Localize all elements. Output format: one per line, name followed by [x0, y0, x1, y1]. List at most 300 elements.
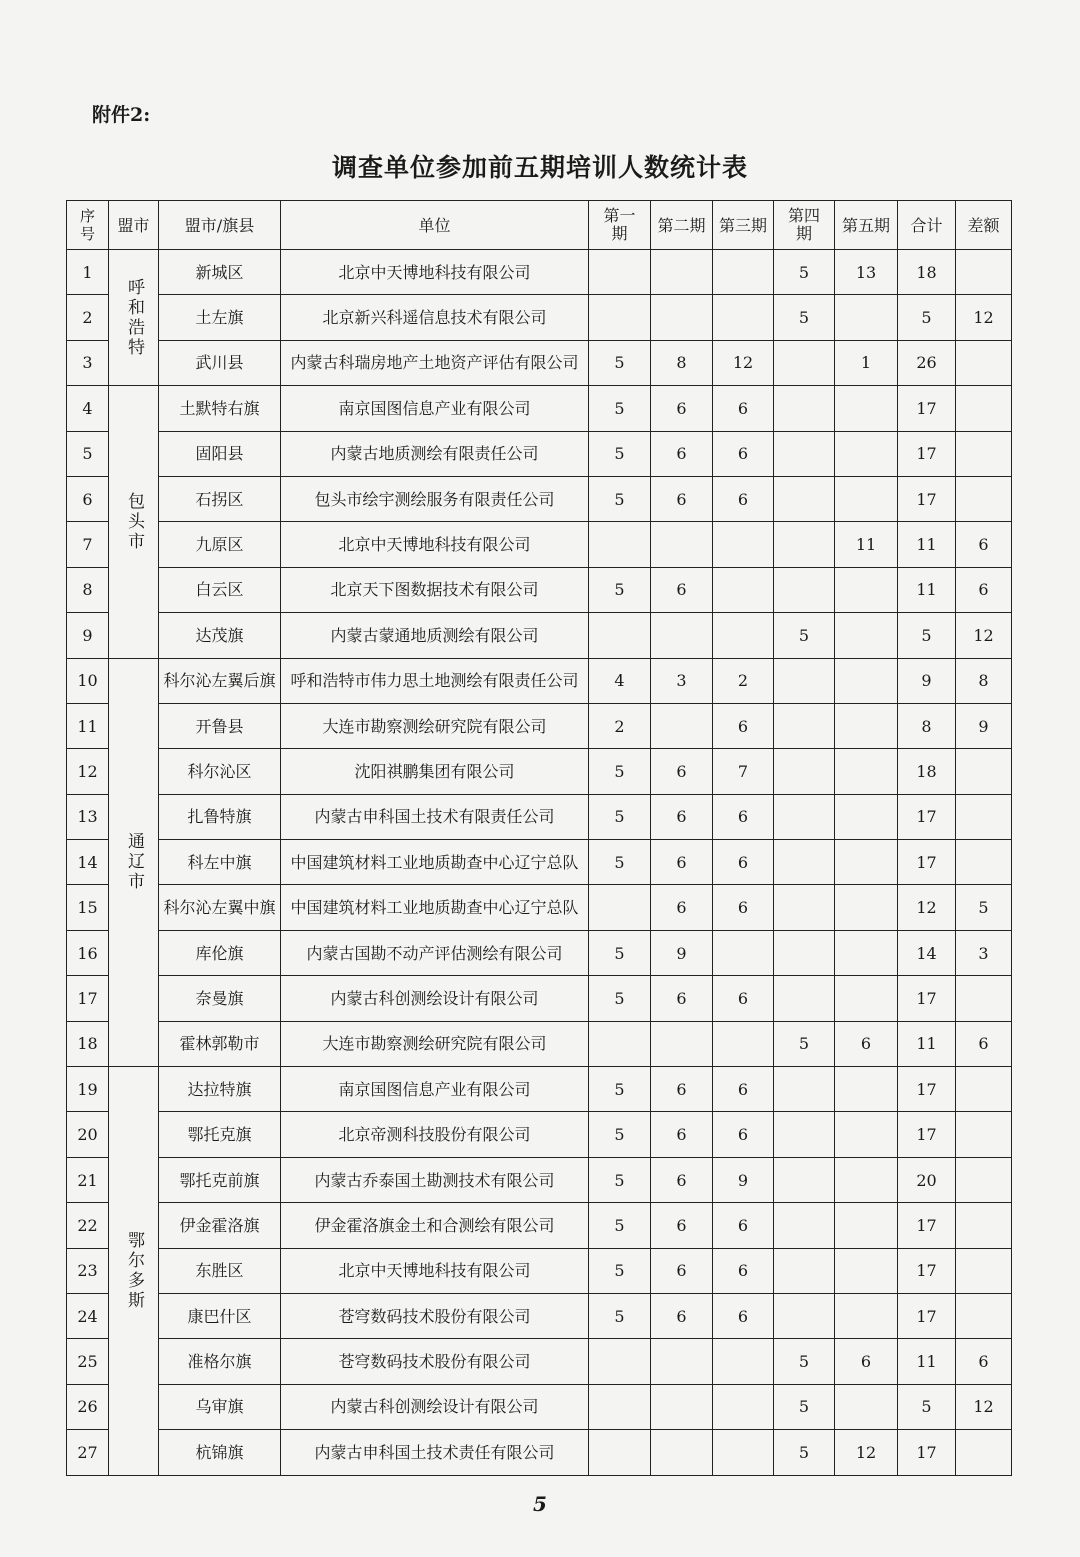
cell-county: 科尔沁左翼中旗 — [159, 885, 281, 930]
cell-gap — [956, 386, 1012, 431]
cell-period-1 — [589, 1384, 651, 1429]
cell-period-5 — [835, 885, 898, 930]
cell-total: 12 — [898, 885, 956, 930]
cell-period-4 — [774, 340, 835, 385]
cell-county: 达茂旗 — [159, 613, 281, 658]
cell-gap — [956, 250, 1012, 295]
cell-seq: 9 — [67, 613, 109, 658]
cell-period-4 — [774, 703, 835, 748]
cell-period-4 — [774, 1112, 835, 1157]
cell-period-3 — [713, 613, 774, 658]
cell-period-3: 6 — [713, 476, 774, 521]
cell-period-1: 5 — [589, 431, 651, 476]
table-row — [67, 1157, 1012, 1202]
cell-period-3 — [713, 522, 774, 567]
cell-gap — [956, 840, 1012, 885]
cell-unit: 内蒙古地质测绘有限责任公司 — [281, 431, 589, 476]
cell-total: 17 — [898, 840, 956, 885]
cell-period-4 — [774, 476, 835, 521]
cell-period-4 — [774, 386, 835, 431]
cell-county: 科尔沁区 — [159, 749, 281, 794]
table-row — [67, 1067, 1012, 1112]
table-row — [67, 1112, 1012, 1157]
table-row — [67, 885, 1012, 930]
table-row — [67, 522, 1012, 567]
header-period-5: 第五期 — [835, 201, 898, 250]
cell-total: 26 — [898, 340, 956, 385]
cell-period-4: 5 — [774, 295, 835, 340]
cell-gap: 12 — [956, 295, 1012, 340]
cell-gap: 9 — [956, 703, 1012, 748]
cell-unit: 内蒙古科创测绘设计有限公司 — [281, 976, 589, 1021]
table-row — [67, 794, 1012, 839]
cell-period-1: 5 — [589, 386, 651, 431]
header-gap: 差额 — [956, 201, 1012, 250]
cell-unit: 北京中天博地科技有限公司 — [281, 522, 589, 567]
league-name: 呼和浩特 — [124, 277, 144, 358]
cell-period-1 — [589, 295, 651, 340]
cell-period-2: 6 — [651, 1112, 713, 1157]
league-cell — [109, 658, 159, 1067]
cell-period-1: 5 — [589, 1248, 651, 1293]
cell-seq: 17 — [67, 976, 109, 1021]
cell-unit: 北京中天博地科技有限公司 — [281, 250, 589, 295]
cell-unit: 内蒙古科创测绘设计有限公司 — [281, 1384, 589, 1429]
cell-period-4 — [774, 567, 835, 612]
cell-period-1: 5 — [589, 1112, 651, 1157]
cell-total: 9 — [898, 658, 956, 703]
cell-period-2: 6 — [651, 885, 713, 930]
table-row — [67, 749, 1012, 794]
cell-county: 达拉特旗 — [159, 1067, 281, 1112]
cell-county: 东胜区 — [159, 1248, 281, 1293]
cell-period-2 — [651, 250, 713, 295]
statistics-table — [66, 200, 1012, 1476]
cell-gap — [956, 1248, 1012, 1293]
cell-seq: 4 — [67, 386, 109, 431]
cell-total: 5 — [898, 295, 956, 340]
cell-total: 5 — [898, 1384, 956, 1429]
cell-seq: 8 — [67, 567, 109, 612]
table-row — [67, 703, 1012, 748]
cell-gap: 8 — [956, 658, 1012, 703]
cell-period-3 — [713, 1021, 774, 1066]
cell-total: 17 — [898, 386, 956, 431]
cell-seq: 12 — [67, 749, 109, 794]
cell-period-4 — [774, 930, 835, 975]
cell-period-1: 5 — [589, 976, 651, 1021]
cell-seq: 6 — [67, 476, 109, 521]
cell-period-5 — [835, 976, 898, 1021]
cell-seq: 1 — [67, 250, 109, 295]
cell-period-3: 6 — [713, 1067, 774, 1112]
cell-gap — [956, 1430, 1012, 1475]
cell-period-1: 5 — [589, 794, 651, 839]
cell-county: 石拐区 — [159, 476, 281, 521]
cell-total: 17 — [898, 1067, 956, 1112]
cell-unit: 伊金霍洛旗金土和合测绘有限公司 — [281, 1203, 589, 1248]
cell-period-1: 5 — [589, 340, 651, 385]
cell-period-5 — [835, 613, 898, 658]
cell-period-3: 6 — [713, 703, 774, 748]
cell-seq: 26 — [67, 1384, 109, 1429]
cell-total: 17 — [898, 431, 956, 476]
cell-period-2: 6 — [651, 1293, 713, 1338]
cell-county: 开鲁县 — [159, 703, 281, 748]
cell-period-2 — [651, 613, 713, 658]
cell-seq: 19 — [67, 1067, 109, 1112]
cell-seq: 24 — [67, 1293, 109, 1338]
cell-period-2 — [651, 1339, 713, 1384]
cell-period-4 — [774, 885, 835, 930]
cell-period-2: 6 — [651, 431, 713, 476]
cell-gap: 6 — [956, 1339, 1012, 1384]
cell-gap — [956, 340, 1012, 385]
cell-period-4 — [774, 794, 835, 839]
cell-period-1: 5 — [589, 1203, 651, 1248]
cell-period-5 — [835, 386, 898, 431]
cell-seq: 21 — [67, 1157, 109, 1202]
cell-period-3: 2 — [713, 658, 774, 703]
cell-county: 伊金霍洛旗 — [159, 1203, 281, 1248]
cell-period-3 — [713, 1430, 774, 1475]
cell-unit: 内蒙古科瑞房地产土地资产评估有限公司 — [281, 340, 589, 385]
cell-county: 白云区 — [159, 567, 281, 612]
header-league: 盟市 — [109, 201, 159, 250]
cell-seq: 7 — [67, 522, 109, 567]
cell-period-3: 6 — [713, 976, 774, 1021]
cell-gap: 6 — [956, 522, 1012, 567]
cell-period-2 — [651, 1430, 713, 1475]
cell-period-1: 4 — [589, 658, 651, 703]
cell-period-5 — [835, 840, 898, 885]
cell-period-2: 3 — [651, 658, 713, 703]
cell-unit: 内蒙古国勘不动产评估测绘有限公司 — [281, 930, 589, 975]
header-period-3: 第三期 — [713, 201, 774, 250]
cell-seq: 15 — [67, 885, 109, 930]
header-seq: 序号 — [67, 201, 109, 250]
cell-period-5 — [835, 1157, 898, 1202]
cell-period-3: 6 — [713, 431, 774, 476]
league-cell — [109, 1067, 159, 1476]
cell-gap: 6 — [956, 567, 1012, 612]
league-name: 包头市 — [124, 491, 144, 552]
cell-period-4: 5 — [774, 1339, 835, 1384]
header-total: 合计 — [898, 201, 956, 250]
cell-period-3 — [713, 250, 774, 295]
cell-seq: 3 — [67, 340, 109, 385]
cell-gap: 12 — [956, 613, 1012, 658]
cell-unit: 中国建筑材料工业地质勘查中心辽宁总队 — [281, 885, 589, 930]
cell-county: 奈曼旗 — [159, 976, 281, 1021]
league-name: 鄂尔多斯 — [124, 1230, 144, 1311]
cell-period-5: 1 — [835, 340, 898, 385]
cell-period-3: 6 — [713, 1203, 774, 1248]
cell-county: 准格尔旗 — [159, 1339, 281, 1384]
cell-period-1 — [589, 1430, 651, 1475]
cell-period-3: 7 — [713, 749, 774, 794]
cell-period-4 — [774, 840, 835, 885]
cell-unit: 北京帝测科技股份有限公司 — [281, 1112, 589, 1157]
cell-period-5 — [835, 749, 898, 794]
cell-period-5 — [835, 658, 898, 703]
league-name: 通辽市 — [124, 832, 144, 893]
cell-gap — [956, 976, 1012, 1021]
cell-period-2: 6 — [651, 840, 713, 885]
cell-seq: 16 — [67, 930, 109, 975]
cell-period-2: 6 — [651, 794, 713, 839]
cell-period-1: 5 — [589, 567, 651, 612]
cell-total: 17 — [898, 976, 956, 1021]
cell-gap — [956, 794, 1012, 839]
cell-unit: 内蒙古乔泰国土勘测技术有限公司 — [281, 1157, 589, 1202]
cell-period-1 — [589, 613, 651, 658]
cell-period-1: 5 — [589, 476, 651, 521]
cell-gap — [956, 1157, 1012, 1202]
cell-period-4: 5 — [774, 250, 835, 295]
cell-county: 乌审旗 — [159, 1384, 281, 1429]
cell-gap: 6 — [956, 1021, 1012, 1066]
cell-seq: 13 — [67, 794, 109, 839]
table-row — [67, 1430, 1012, 1475]
cell-period-2: 6 — [651, 567, 713, 612]
header-period-4: 第四期 — [774, 201, 835, 250]
cell-gap: 5 — [956, 885, 1012, 930]
cell-period-3: 6 — [713, 1112, 774, 1157]
cell-period-2: 6 — [651, 1067, 713, 1112]
cell-total: 8 — [898, 703, 956, 748]
cell-county: 扎鲁特旗 — [159, 794, 281, 839]
cell-county: 库伦旗 — [159, 930, 281, 975]
cell-period-3: 6 — [713, 794, 774, 839]
cell-period-5: 13 — [835, 250, 898, 295]
cell-period-1 — [589, 885, 651, 930]
table-row — [67, 1339, 1012, 1384]
cell-total: 17 — [898, 1248, 956, 1293]
cell-period-2: 9 — [651, 930, 713, 975]
table-row — [67, 250, 1012, 295]
cell-total: 5 — [898, 613, 956, 658]
table-body — [67, 250, 1012, 1476]
cell-total: 11 — [898, 522, 956, 567]
cell-period-3: 9 — [713, 1157, 774, 1202]
cell-total: 17 — [898, 476, 956, 521]
cell-period-2: 6 — [651, 476, 713, 521]
cell-county: 科左中旗 — [159, 840, 281, 885]
table-row — [67, 567, 1012, 612]
cell-period-4 — [774, 431, 835, 476]
page-title: 调查单位参加前五期培训人数统计表 — [331, 153, 748, 182]
cell-county: 土默特右旗 — [159, 386, 281, 431]
cell-unit: 沈阳祺鹏集团有限公司 — [281, 749, 589, 794]
cell-unit: 大连市勘察测绘研究院有限公司 — [281, 1021, 589, 1066]
cell-total: 11 — [898, 1339, 956, 1384]
cell-period-4 — [774, 522, 835, 567]
cell-seq: 18 — [67, 1021, 109, 1066]
cell-total: 17 — [898, 1112, 956, 1157]
cell-county: 鄂托克前旗 — [159, 1157, 281, 1202]
cell-period-1 — [589, 250, 651, 295]
page-number: 5 — [533, 1492, 547, 1516]
cell-period-5: 11 — [835, 522, 898, 567]
cell-period-5: 6 — [835, 1021, 898, 1066]
cell-total: 17 — [898, 794, 956, 839]
table-row — [67, 613, 1012, 658]
league-cell — [109, 386, 159, 658]
cell-period-2: 6 — [651, 976, 713, 1021]
cell-period-3: 12 — [713, 340, 774, 385]
cell-period-2: 6 — [651, 1203, 713, 1248]
table-row — [67, 658, 1012, 703]
cell-seq: 20 — [67, 1112, 109, 1157]
cell-period-3 — [713, 295, 774, 340]
cell-period-5 — [835, 1248, 898, 1293]
cell-period-4 — [774, 749, 835, 794]
header-period-1: 第一期 — [589, 201, 651, 250]
cell-total: 11 — [898, 567, 956, 612]
cell-period-5 — [835, 1112, 898, 1157]
cell-county: 杭锦旗 — [159, 1430, 281, 1475]
cell-period-2: 8 — [651, 340, 713, 385]
cell-total: 14 — [898, 930, 956, 975]
cell-period-5: 12 — [835, 1430, 898, 1475]
cell-period-4 — [774, 1067, 835, 1112]
cell-period-5 — [835, 930, 898, 975]
cell-unit: 北京天下图数据技术有限公司 — [281, 567, 589, 612]
table-row — [67, 1384, 1012, 1429]
cell-county: 土左旗 — [159, 295, 281, 340]
cell-gap: 3 — [956, 930, 1012, 975]
cell-period-5 — [835, 431, 898, 476]
cell-period-1: 5 — [589, 1293, 651, 1338]
table-row — [67, 340, 1012, 385]
cell-period-5 — [835, 1293, 898, 1338]
cell-period-5 — [835, 794, 898, 839]
cell-period-1 — [589, 1339, 651, 1384]
cell-period-3 — [713, 930, 774, 975]
cell-seq: 27 — [67, 1430, 109, 1475]
cell-gap — [956, 1112, 1012, 1157]
table-row — [67, 840, 1012, 885]
cell-period-5 — [835, 295, 898, 340]
table-row — [67, 386, 1012, 431]
cell-total: 18 — [898, 250, 956, 295]
header-county: 盟市/旗县 — [159, 201, 281, 250]
cell-period-4 — [774, 976, 835, 1021]
cell-period-3: 6 — [713, 1293, 774, 1338]
cell-period-1 — [589, 1021, 651, 1066]
cell-period-1: 5 — [589, 1067, 651, 1112]
cell-unit: 大连市勘察测绘研究院有限公司 — [281, 703, 589, 748]
cell-seq: 10 — [67, 658, 109, 703]
cell-period-2 — [651, 1384, 713, 1429]
cell-period-3: 6 — [713, 386, 774, 431]
header-period-2: 第二期 — [651, 201, 713, 250]
cell-period-4: 5 — [774, 1384, 835, 1429]
cell-period-1: 5 — [589, 840, 651, 885]
header-row — [67, 201, 1012, 250]
cell-period-1: 5 — [589, 1157, 651, 1202]
cell-unit: 内蒙古申科国土技术有限责任公司 — [281, 794, 589, 839]
table-row — [67, 976, 1012, 1021]
cell-total: 11 — [898, 1021, 956, 1066]
cell-period-5 — [835, 1384, 898, 1429]
cell-period-5 — [835, 567, 898, 612]
cell-period-2: 6 — [651, 1157, 713, 1202]
cell-unit: 内蒙古蒙通地质测绘有限公司 — [281, 613, 589, 658]
cell-period-4 — [774, 1203, 835, 1248]
cell-period-3 — [713, 567, 774, 612]
cell-period-1: 5 — [589, 749, 651, 794]
cell-gap — [956, 1203, 1012, 1248]
table-row — [67, 1293, 1012, 1338]
cell-county: 科尔沁左翼后旗 — [159, 658, 281, 703]
cell-period-4 — [774, 1293, 835, 1338]
table-row — [67, 1021, 1012, 1066]
cell-period-3 — [713, 1384, 774, 1429]
cell-gap: 12 — [956, 1384, 1012, 1429]
cell-county: 九原区 — [159, 522, 281, 567]
cell-period-5 — [835, 476, 898, 521]
cell-unit: 南京国图信息产业有限公司 — [281, 386, 589, 431]
cell-seq: 14 — [67, 840, 109, 885]
cell-county: 鄂托克旗 — [159, 1112, 281, 1157]
league-cell — [109, 250, 159, 386]
cell-period-2 — [651, 703, 713, 748]
cell-period-4 — [774, 1157, 835, 1202]
cell-gap — [956, 431, 1012, 476]
cell-seq: 5 — [67, 431, 109, 476]
cell-period-4: 5 — [774, 1021, 835, 1066]
cell-county: 武川县 — [159, 340, 281, 385]
cell-gap — [956, 1293, 1012, 1338]
cell-period-2: 6 — [651, 1248, 713, 1293]
table-row — [67, 1248, 1012, 1293]
cell-unit: 苍穹数码技术股份有限公司 — [281, 1293, 589, 1338]
cell-period-5 — [835, 1203, 898, 1248]
cell-period-2: 6 — [651, 749, 713, 794]
cell-seq: 11 — [67, 703, 109, 748]
cell-period-4: 5 — [774, 613, 835, 658]
cell-county: 霍林郭勒市 — [159, 1021, 281, 1066]
table-row — [67, 476, 1012, 521]
cell-seq: 23 — [67, 1248, 109, 1293]
cell-unit: 北京新兴科遥信息技术有限公司 — [281, 295, 589, 340]
cell-unit: 苍穹数码技术股份有限公司 — [281, 1339, 589, 1384]
cell-period-5: 6 — [835, 1339, 898, 1384]
cell-total: 18 — [898, 749, 956, 794]
cell-unit: 内蒙古申科国土技术责任有限公司 — [281, 1430, 589, 1475]
cell-county: 康巴什区 — [159, 1293, 281, 1338]
cell-total: 17 — [898, 1203, 956, 1248]
cell-period-4 — [774, 1248, 835, 1293]
cell-period-2 — [651, 1021, 713, 1066]
table-row — [67, 1203, 1012, 1248]
table-row — [67, 431, 1012, 476]
table-row — [67, 930, 1012, 975]
cell-period-1: 2 — [589, 703, 651, 748]
cell-seq: 25 — [67, 1339, 109, 1384]
cell-period-1: 5 — [589, 930, 651, 975]
cell-period-1 — [589, 522, 651, 567]
cell-period-2: 6 — [651, 386, 713, 431]
cell-period-4 — [774, 658, 835, 703]
cell-total: 17 — [898, 1293, 956, 1338]
cell-unit: 包头市绘宇测绘服务有限责任公司 — [281, 476, 589, 521]
table-row — [67, 295, 1012, 340]
cell-total: 20 — [898, 1157, 956, 1202]
cell-total: 17 — [898, 1430, 956, 1475]
